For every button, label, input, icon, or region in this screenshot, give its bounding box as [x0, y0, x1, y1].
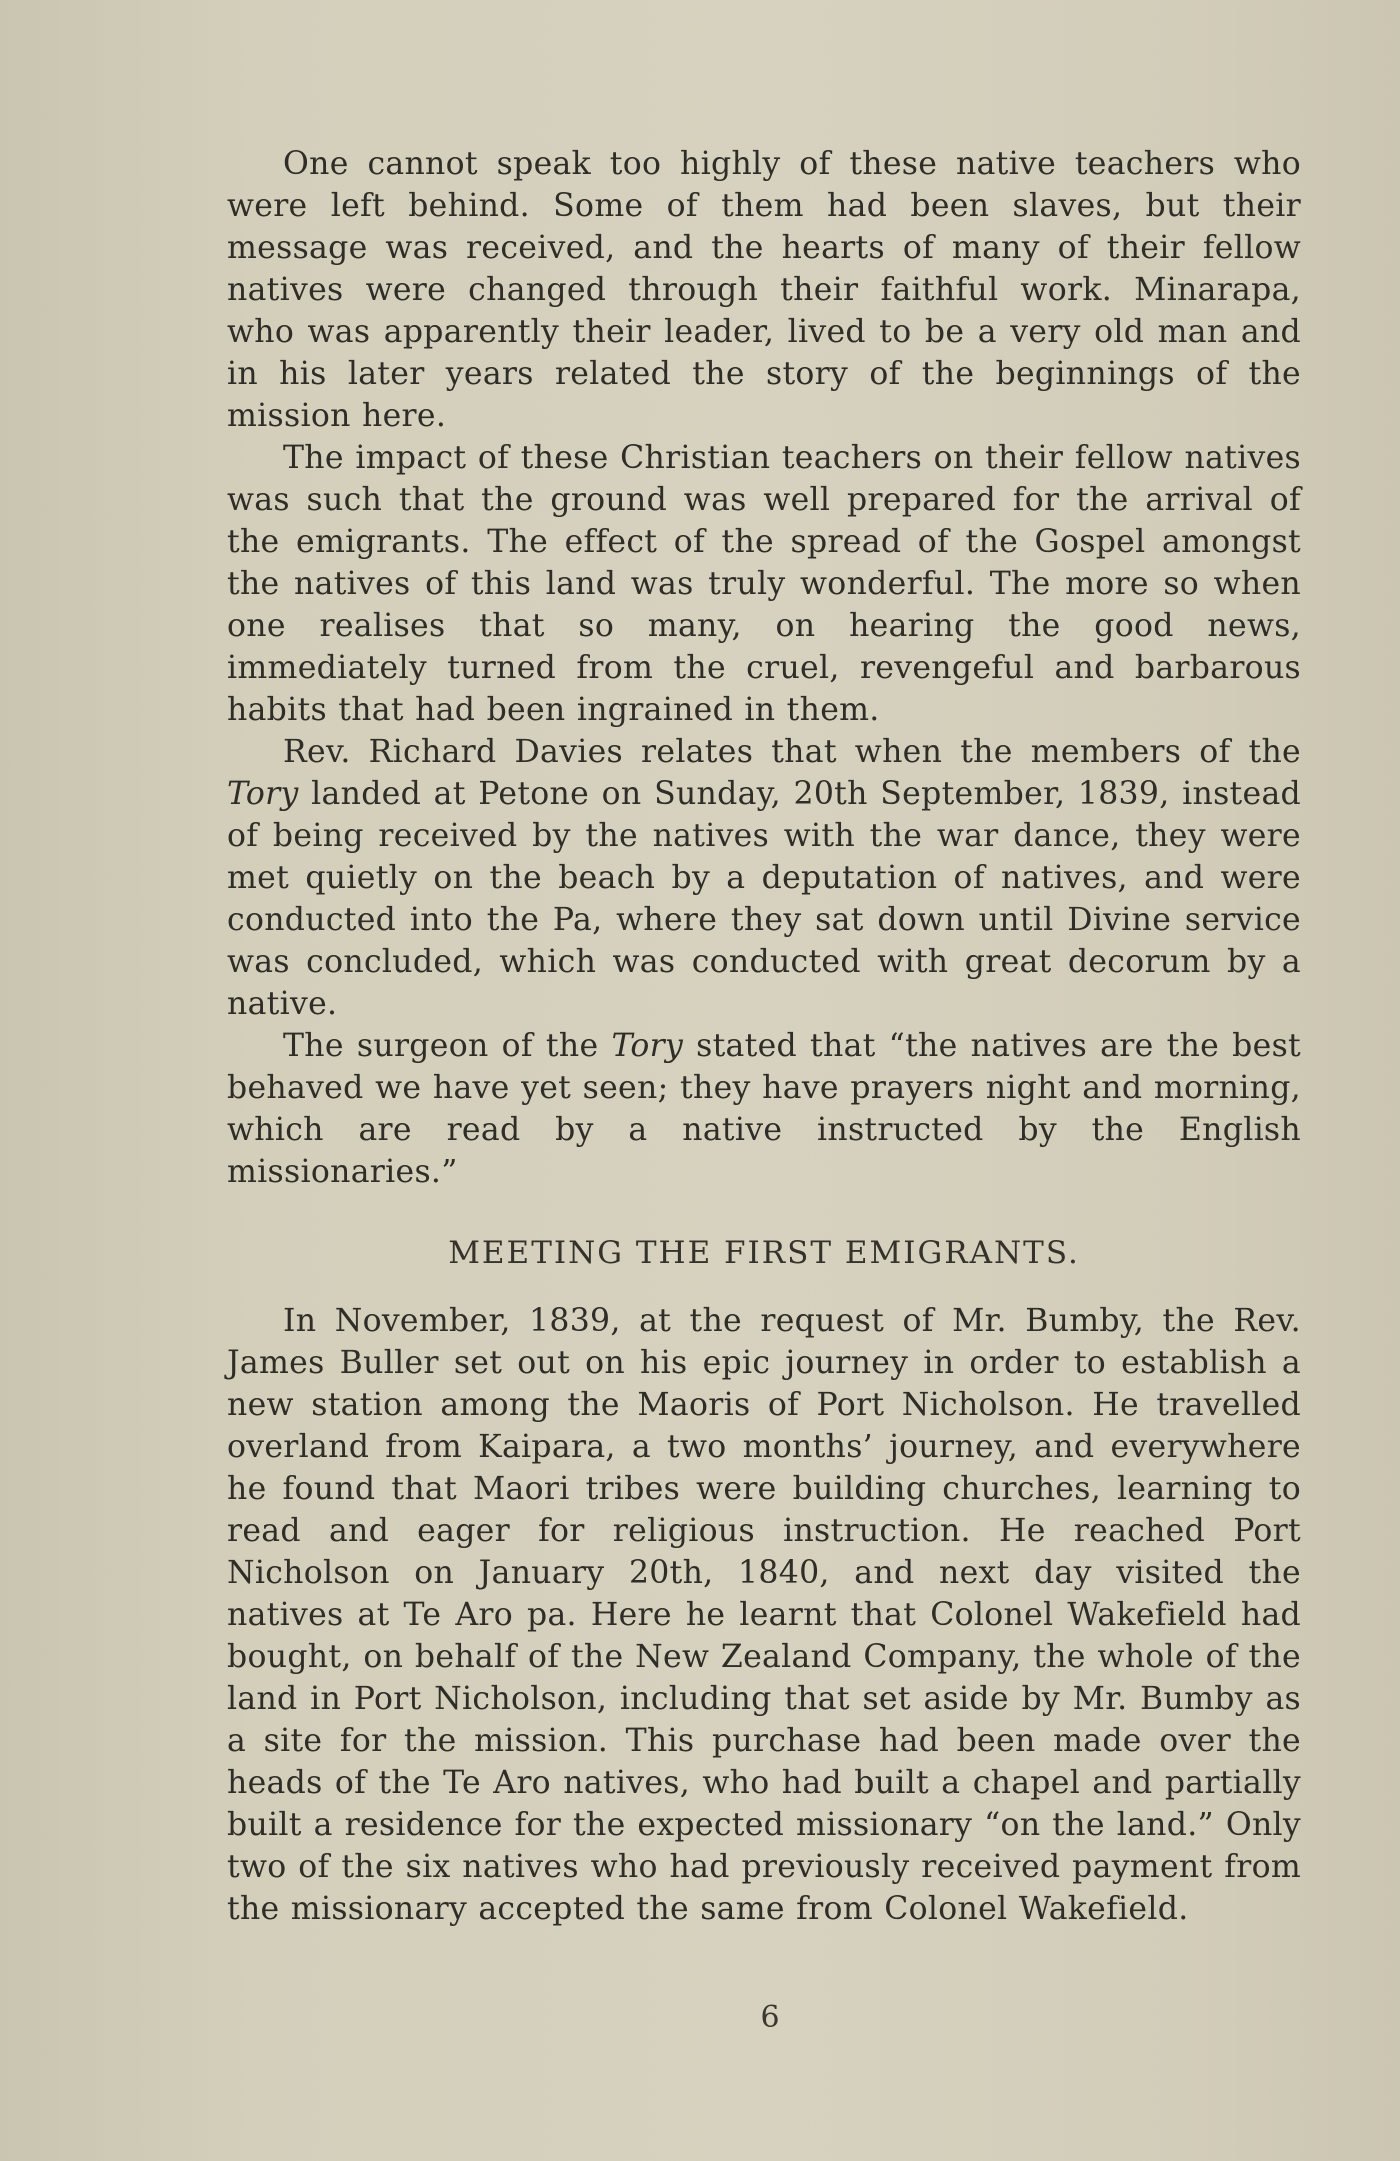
body-text-section-two	[227, 1300, 1301, 1930]
paragraph-native-teachers: One cannot speak too highly of these native teachers who were left behind. Some of them had been slaves, but their message was received, and the hearts of many of their fellow natives were changed through their faithful work. Minarapa, who was apparently their leader, lived to be a very old man and in his later years related the story of the beginnings of the mission here.	[227, 146, 1301, 434]
paragraph-text: The surgeon of the	[283, 1028, 612, 1064]
page-number: 6	[760, 2000, 780, 2035]
section-heading: MEETING THE FIRST EMIGRANTS.	[448, 1235, 1080, 1271]
body-text-section-one	[227, 143, 1301, 1193]
paragraph-text: Rev. Richard Davies relates that when the members of the	[283, 734, 1301, 770]
paragraph-christian-impact: The impact of these Christian teachers on their fellow natives was such that the ground was well prepared for the arrival of the emigrants. The effect of the spread of the Gospel amongst the natives of this land was truly wonderful. The more so when one realises that so many, on hearing the good news, immediately turned from the cruel, revengeful and barbarous habits that had been ingrained in them.	[227, 440, 1301, 728]
paragraph-buller-journey: In November, 1839, at the request of Mr. Bumby, the Rev. James Buller set out on his epic journey in order to establish a new station among the Maoris of Port Nicholson. He travelled overland from Kaipara, a two months’ journey, and everywhere he found that Maori tribes were building churches, learning to read and eager for religious instruction. He reached Port Nicholson on January 20th, 1840, and next day visited the natives at Te Aro pa. Here he learnt that Colonel Wakefield had bought, on behalf of the New Zealand Company, the whole of the land in Port Nicholson, including that set aside by Mr. Bumby as a site for the mission. This purchase had been made over the heads of the Te Aro natives, who had built a chapel and partially built a residence for the expected missionary “on the land.” Only two of the six natives who had previously received payment from the missionary accepted the same from Colonel Wakefield.	[227, 1303, 1301, 1927]
paragraph-text: stated that “the natives are the best behaved we have yet seen; they have prayers night and morning, which are read by a native instructed by the English missionaries.”	[227, 1028, 1301, 1190]
ship-name: Tory	[227, 776, 299, 812]
ship-name: Tory	[611, 1028, 684, 1064]
paragraph-tory-landing	[227, 731, 1301, 1025]
paragraph-text: landed at Petone on Sunday, 20th September, 1839, instead of being received by the natives with the war dance, they were met quietly on the beach by a deputation of natives, and were conducted into the Pa, where they sat down until Divine service was concluded, which was conducted with great decorum by a native.	[227, 776, 1301, 1022]
paragraph-surgeon-quote	[227, 1025, 1301, 1193]
